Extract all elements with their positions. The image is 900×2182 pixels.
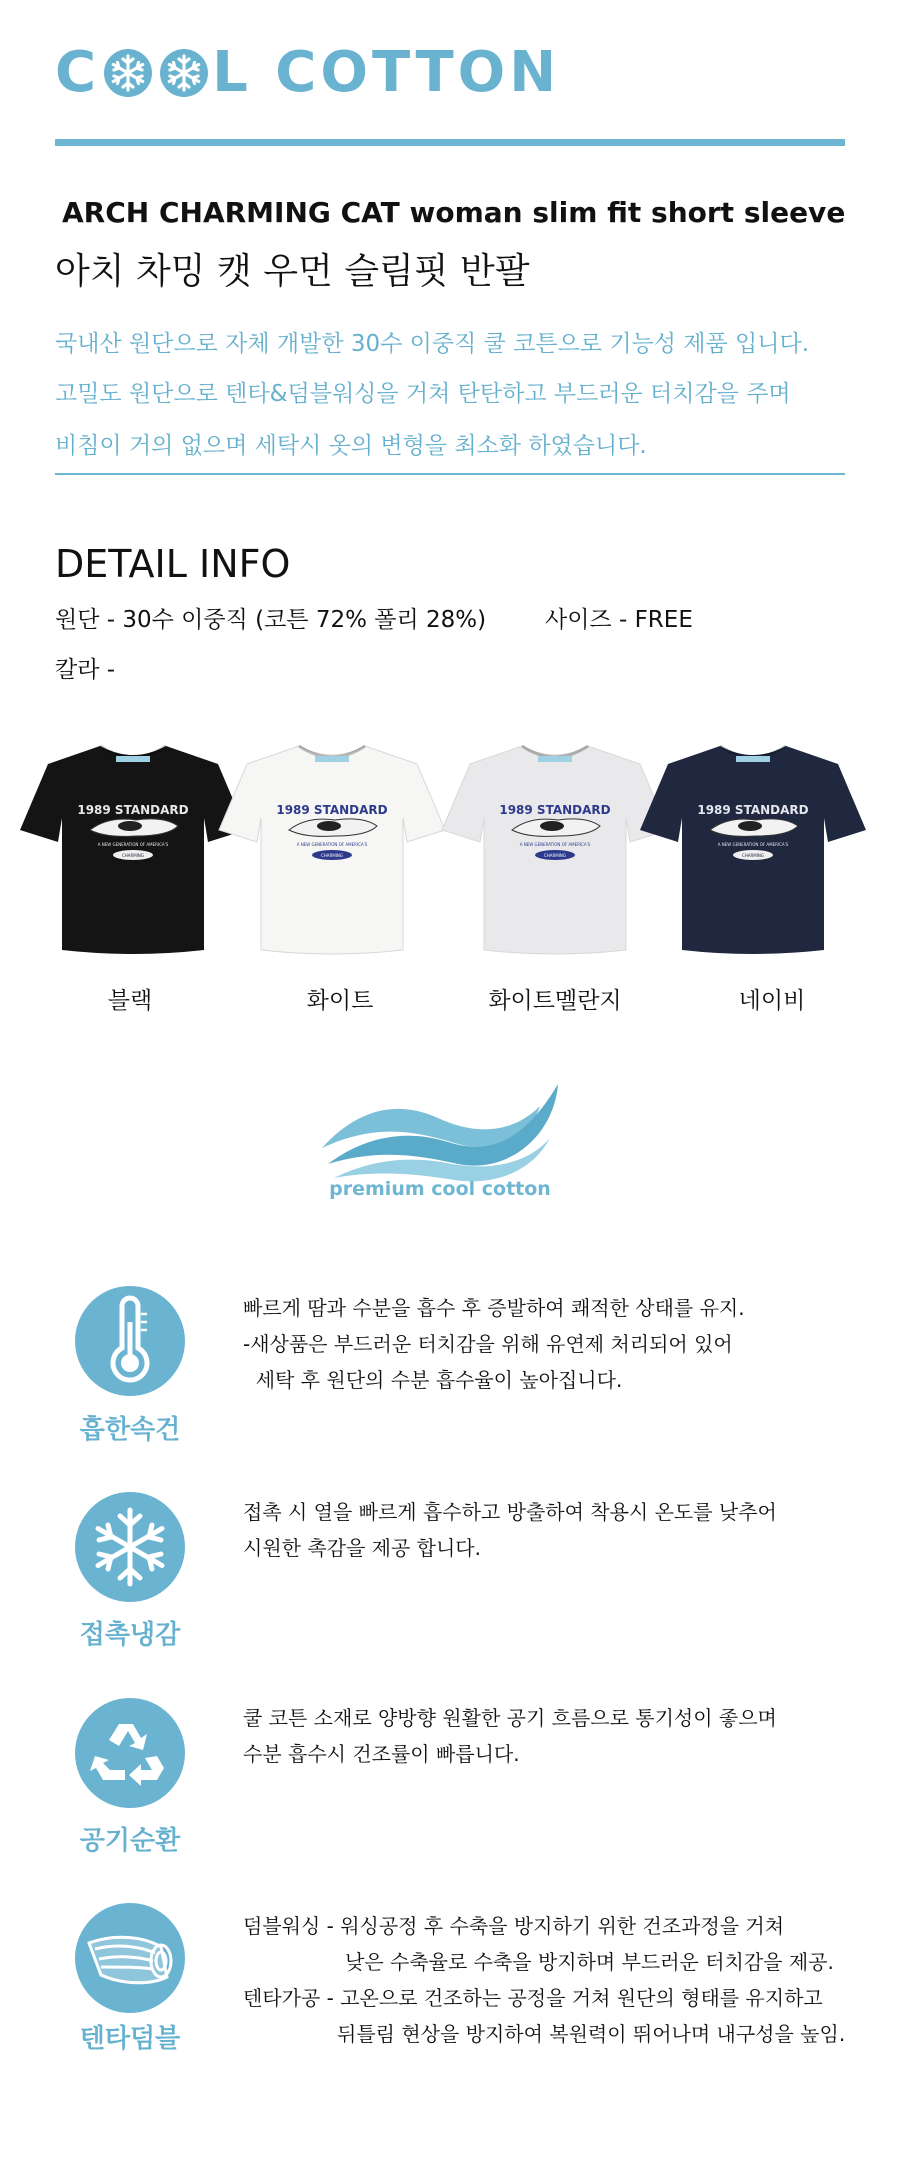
color-label: 네이비 [738, 988, 806, 1014]
color-info: 칼라 - [55, 657, 116, 683]
color-label: 블랙 [107, 988, 153, 1014]
wave-caption: premium cool cotton [329, 1178, 551, 1200]
print-arch-text: 1989 STANDARD [499, 803, 611, 817]
feature-label: 공기순환 [79, 1826, 181, 1856]
feature-icon-circle [75, 1286, 185, 1396]
feature-description [243, 1700, 777, 1772]
cat-spot [738, 821, 762, 831]
feature-line: -새상품은 부드러운 터치감을 위해 유연제 처리되어 있어 [243, 1332, 733, 1356]
fabric-roll-icon [75, 1903, 185, 2013]
header-divider [55, 139, 845, 146]
detail-heading: DETAIL INFO [55, 542, 291, 586]
tshirt-image [638, 742, 868, 967]
wave-logo-icon [318, 1078, 564, 1183]
tshirt-image [440, 742, 670, 967]
feature-description [243, 1908, 845, 2052]
print-small-text: A NEW GENERATION OF AMERICA'S [717, 842, 789, 847]
feature-icon-circle [75, 1903, 185, 2013]
feature-line: 세탁 후 원단의 수분 흡수율이 높아집니다. [243, 1368, 623, 1392]
brand-text-right: L COTTON [212, 40, 561, 105]
print-arch-text: 1989 STANDARD [276, 803, 388, 817]
snowflake-icon [103, 48, 153, 98]
feature-line: 낮은 수축율로 수축을 방지하며 부드러운 터치감을 제공. [345, 1950, 834, 1974]
print-small-text: A NEW GENERATION OF AMERICA'S [296, 842, 368, 847]
snowflake-icon [75, 1492, 185, 1602]
product-title-en: ARCH CHARMING CAT woman slim fit short sleeve [62, 196, 846, 229]
feature-icon-circle [75, 1698, 185, 1808]
tshirt-image [18, 742, 248, 967]
brand-logo [55, 40, 560, 106]
color-label: 화이트 [306, 988, 374, 1014]
color-label: 화이트멜란지 [488, 988, 622, 1014]
description-line: 국내산 원단으로 자체 개발한 30수 이중직 쿨 코튼으로 기능성 제품 입니다. [55, 331, 810, 357]
print-small-text: A NEW GENERATION OF AMERICA'S [519, 842, 591, 847]
product-title-ko: 아치 차밍 캣 우먼 슬림핏 반팔 [55, 251, 530, 292]
print-badge-text: CHARMING [121, 853, 145, 858]
print-arch-text: 1989 STANDARD [697, 803, 809, 817]
cat-spot [317, 821, 341, 831]
cat-spot [118, 821, 142, 831]
cat-spot [540, 821, 564, 831]
thermometer-icon [75, 1286, 185, 1396]
feature-line: 빠르게 땀과 수분을 흡수 후 증발하여 쾌적한 상태를 유지. [243, 1296, 745, 1320]
tshirt-tag [538, 756, 572, 762]
feature-line: 시원한 촉감을 제공 합니다. [243, 1536, 481, 1560]
print-badge-text: CHARMING [543, 853, 567, 858]
fabric-info: 원단 - 30수 이중직 (코튼 72% 폴리 28%) [55, 607, 487, 633]
feature-line: 덤블워싱 - 워싱공정 후 수축을 방지하기 위한 건조과정을 거쳐 [243, 1914, 785, 1938]
description-divider [55, 473, 845, 475]
tshirt-image [217, 742, 447, 967]
description-line: 고밀도 원단으로 텐타&덤블워싱을 거쳐 탄탄하고 부드러운 터치감을 주며 [55, 381, 791, 407]
feature-icon-circle [75, 1492, 185, 1602]
print-badge-text: CHARMING [741, 853, 765, 858]
tshirt-tag [315, 756, 349, 762]
snowflake-icon [159, 48, 209, 98]
print-badge-text: CHARMING [320, 853, 344, 858]
feature-description [243, 1494, 777, 1566]
description-line: 비침이 거의 없으며 세탁시 옷의 변형을 최소화 하였습니다. [55, 433, 647, 459]
size-info: 사이즈 - FREE [545, 607, 693, 633]
print-small-text: A NEW GENERATION OF AMERICA'S [97, 842, 169, 847]
feature-line: 텐타가공 - 고온으로 건조하는 공정을 거쳐 원단의 형태를 유지하고 [243, 1986, 823, 2010]
feature-line: 뒤틀림 현상을 방지하여 복원력이 뛰어나며 내구성을 높임. [337, 2022, 846, 2046]
feature-line: 접촉 시 열을 빠르게 흡수하고 방출하여 착용시 온도를 낮추어 [243, 1500, 777, 1524]
feature-label: 텐타덤블 [79, 2024, 181, 2054]
brand-text-left: C [55, 40, 101, 105]
recycle-arrows-icon [75, 1698, 185, 1808]
print-arch-text: 1989 STANDARD [77, 803, 189, 817]
feature-description [243, 1290, 745, 1398]
feature-label: 접촉냉감 [79, 1620, 181, 1650]
tshirt-tag [736, 756, 770, 762]
feature-label: 흡한속건 [79, 1415, 181, 1445]
feature-line: 쿨 코튼 소재로 양방향 원활한 공기 흐름으로 통기성이 좋으며 [243, 1706, 777, 1730]
tshirt-tag [116, 756, 150, 762]
feature-line: 수분 흡수시 건조률이 빠릅니다. [243, 1742, 520, 1766]
